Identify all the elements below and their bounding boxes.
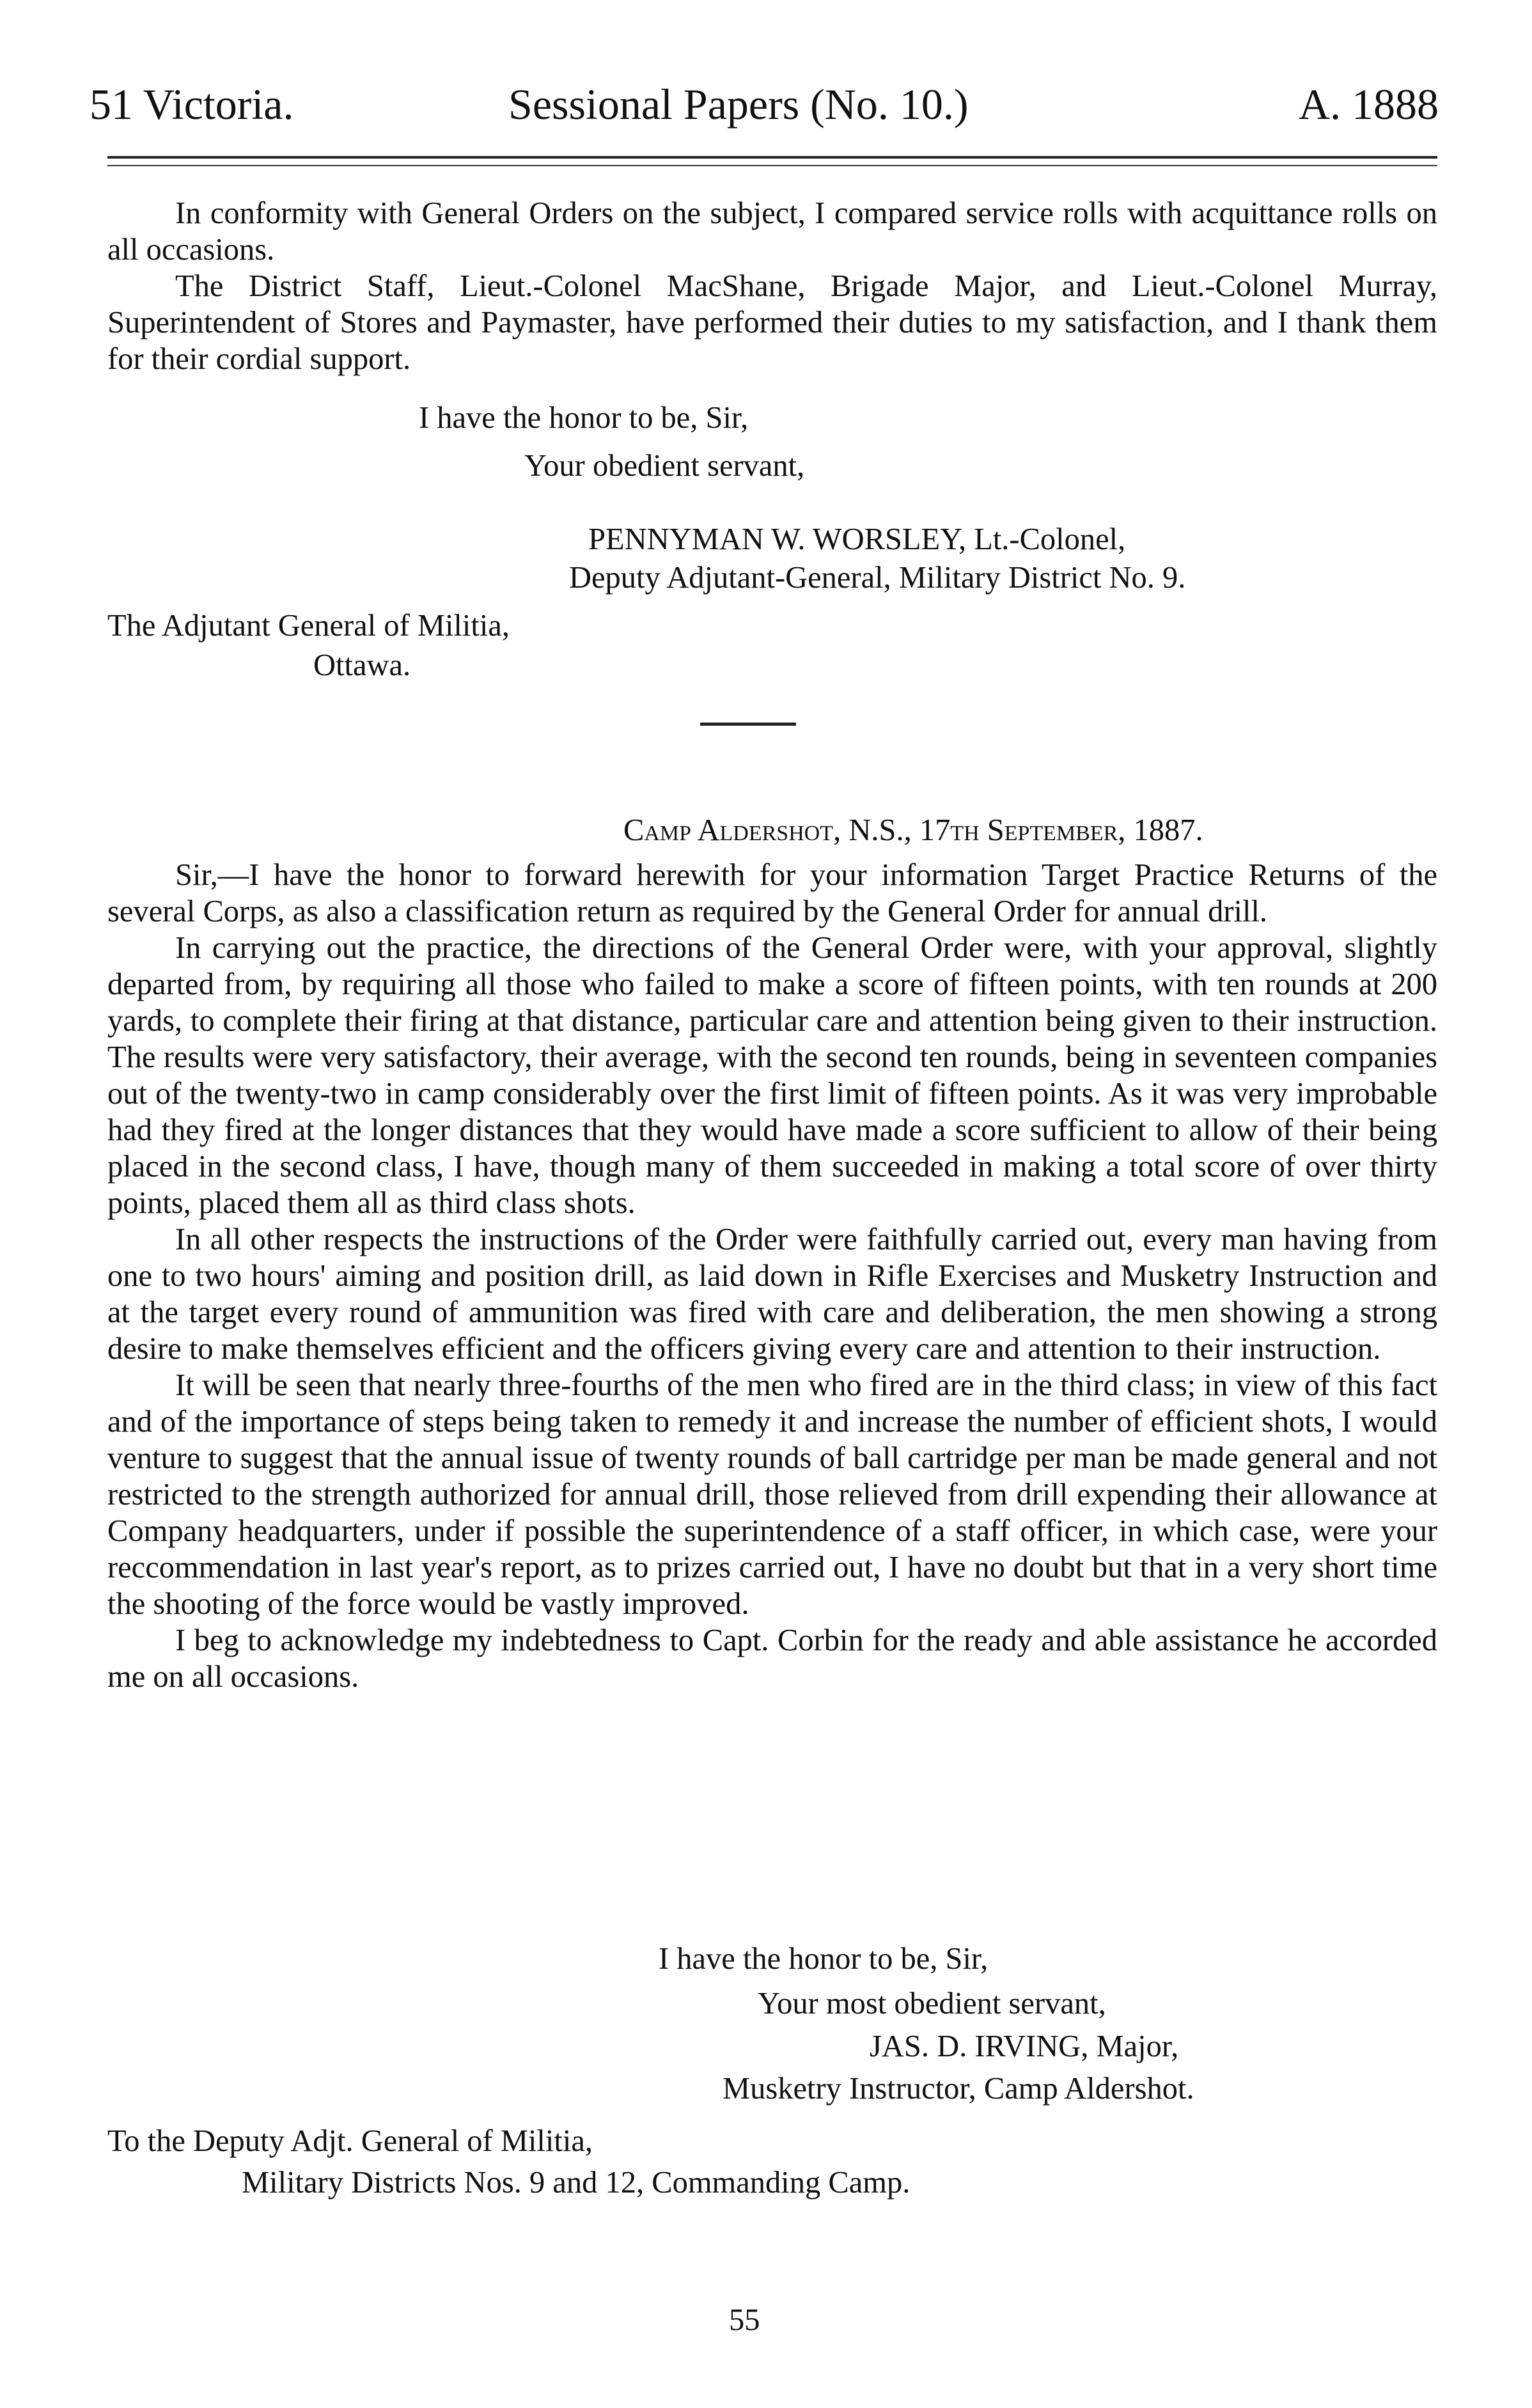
letter1-addressee: The Adjutant General of Militia, xyxy=(107,609,510,643)
letter2-dateline: Camp Aldershot, N.S., 17th September, 1887. xyxy=(623,813,1203,847)
letter2-signature-name: JAS. D. IRVING, Major, xyxy=(870,2029,1179,2063)
letter1-paragraph: In conformity with General Orders on the subject, I compared service rolls with acquittance rolls on all occasions. xyxy=(107,196,1437,267)
header-rule-thick xyxy=(107,156,1437,159)
header-title: Sessional Papers (No. 10.) xyxy=(508,80,969,129)
section-divider xyxy=(700,723,796,726)
page-header xyxy=(90,69,1439,139)
letter1-addressee-city: Ottawa. xyxy=(313,648,411,682)
letter2-paragraph: Sir,—I have the honor to forward herewith for your information Target Practice Returns of the several Corps, as also a classification return as required by the General Order for annual drill. xyxy=(107,858,1437,928)
letter1-body xyxy=(107,195,1437,377)
header-year: A. 1888 xyxy=(1298,80,1439,129)
letter2-paragraph: I beg to acknowledge my indebtedness to Capt. Corbin for the ready and able assistance he accorded me on all occasions. xyxy=(107,1623,1437,1694)
letter2-paragraph: In carrying out the practice, the directions of the General Order were, with your approval, slightly departed from, by requiring all those who failed to make a score of fifteen points, with ten rounds at 200 yards, to complete their firing at that distance, particular care and attention being given to their instruction. The results were very satisfactory, their average, with the second ten rounds, being in seventeen companies out of the twenty-two in camp considerably over the first limit of fifteen points. As it was very improbable had they fired at the longer distances that they would have made a score sufficient to allow of their being placed in the second class, I have, though many of them succeeded in making a total score of over thirty points, placed them all as third class shots. xyxy=(107,931,1437,1220)
letter1-closing-servant: Your obedient servant, xyxy=(524,449,805,483)
letter1-signature-title: Deputy Adjutant-General, Military District No. 9. xyxy=(569,561,1186,595)
letter1-closing: I have the honor to be, Sir, xyxy=(419,401,749,435)
letter2-signature-title: Musketry Instructor, Camp Aldershot. xyxy=(723,2072,1194,2106)
letter2-addressee: To the Deputy Adjt. General of Militia, xyxy=(107,2124,593,2158)
letter1-paragraph: The District Staff, Lieut.-Colonel MacShane, Brigade Major, and Lieut.-Colonel Murray, Superintendent of Stores and Paymaster, have performed their duties to my satisfaction, and I thank them for their cordial support. xyxy=(107,269,1437,376)
page-number: 55 xyxy=(729,2303,760,2337)
letter2-closing: I have the honor to be, Sir, xyxy=(659,1942,989,1976)
letter2-paragraph: It will be seen that nearly three-fourths of the men who fired are in the third class; in view of this fact and of the importance of steps being taken to remedy it and increase the number of efficient shots, I would venture to suggest that the annual issue of twenty rounds of ball cartridge per man be made general and not restricted to the strength authorized for annual drill, those relieved from drill expending their allowance at Company headquarters, under if possible the superintendence of a staff officer, in which case, were your reccommendation in last year's report, as to prizes carried out, I have no doubt but that in a very short time the shooting of the force would be vastly improved. xyxy=(107,1368,1437,1621)
header-session: 51 Victoria. xyxy=(90,80,294,129)
letter2-closing-servant: Your most obedient servant, xyxy=(758,1987,1106,2021)
header-rule-thin xyxy=(107,165,1437,166)
letter1-signature-name: PENNYMAN W. WORSLEY, Lt.-Colonel, xyxy=(588,522,1126,556)
letter2-paragraph: In all other respects the instructions of the Order were faithfully carried out, every man having from one to two hours' aiming and position drill, as laid down in Rifle Exercises and Musketry Instruction and at the target every round of ammunition was fired with care and deliberation, the men showing a strong desire to make themselves efficient and the officers giving every care and attention to their instruction. xyxy=(107,1223,1437,1366)
letter2-addressee-districts: Military Districts Nos. 9 and 12, Commanding Camp. xyxy=(242,2166,911,2200)
letter2-body xyxy=(107,857,1437,1695)
